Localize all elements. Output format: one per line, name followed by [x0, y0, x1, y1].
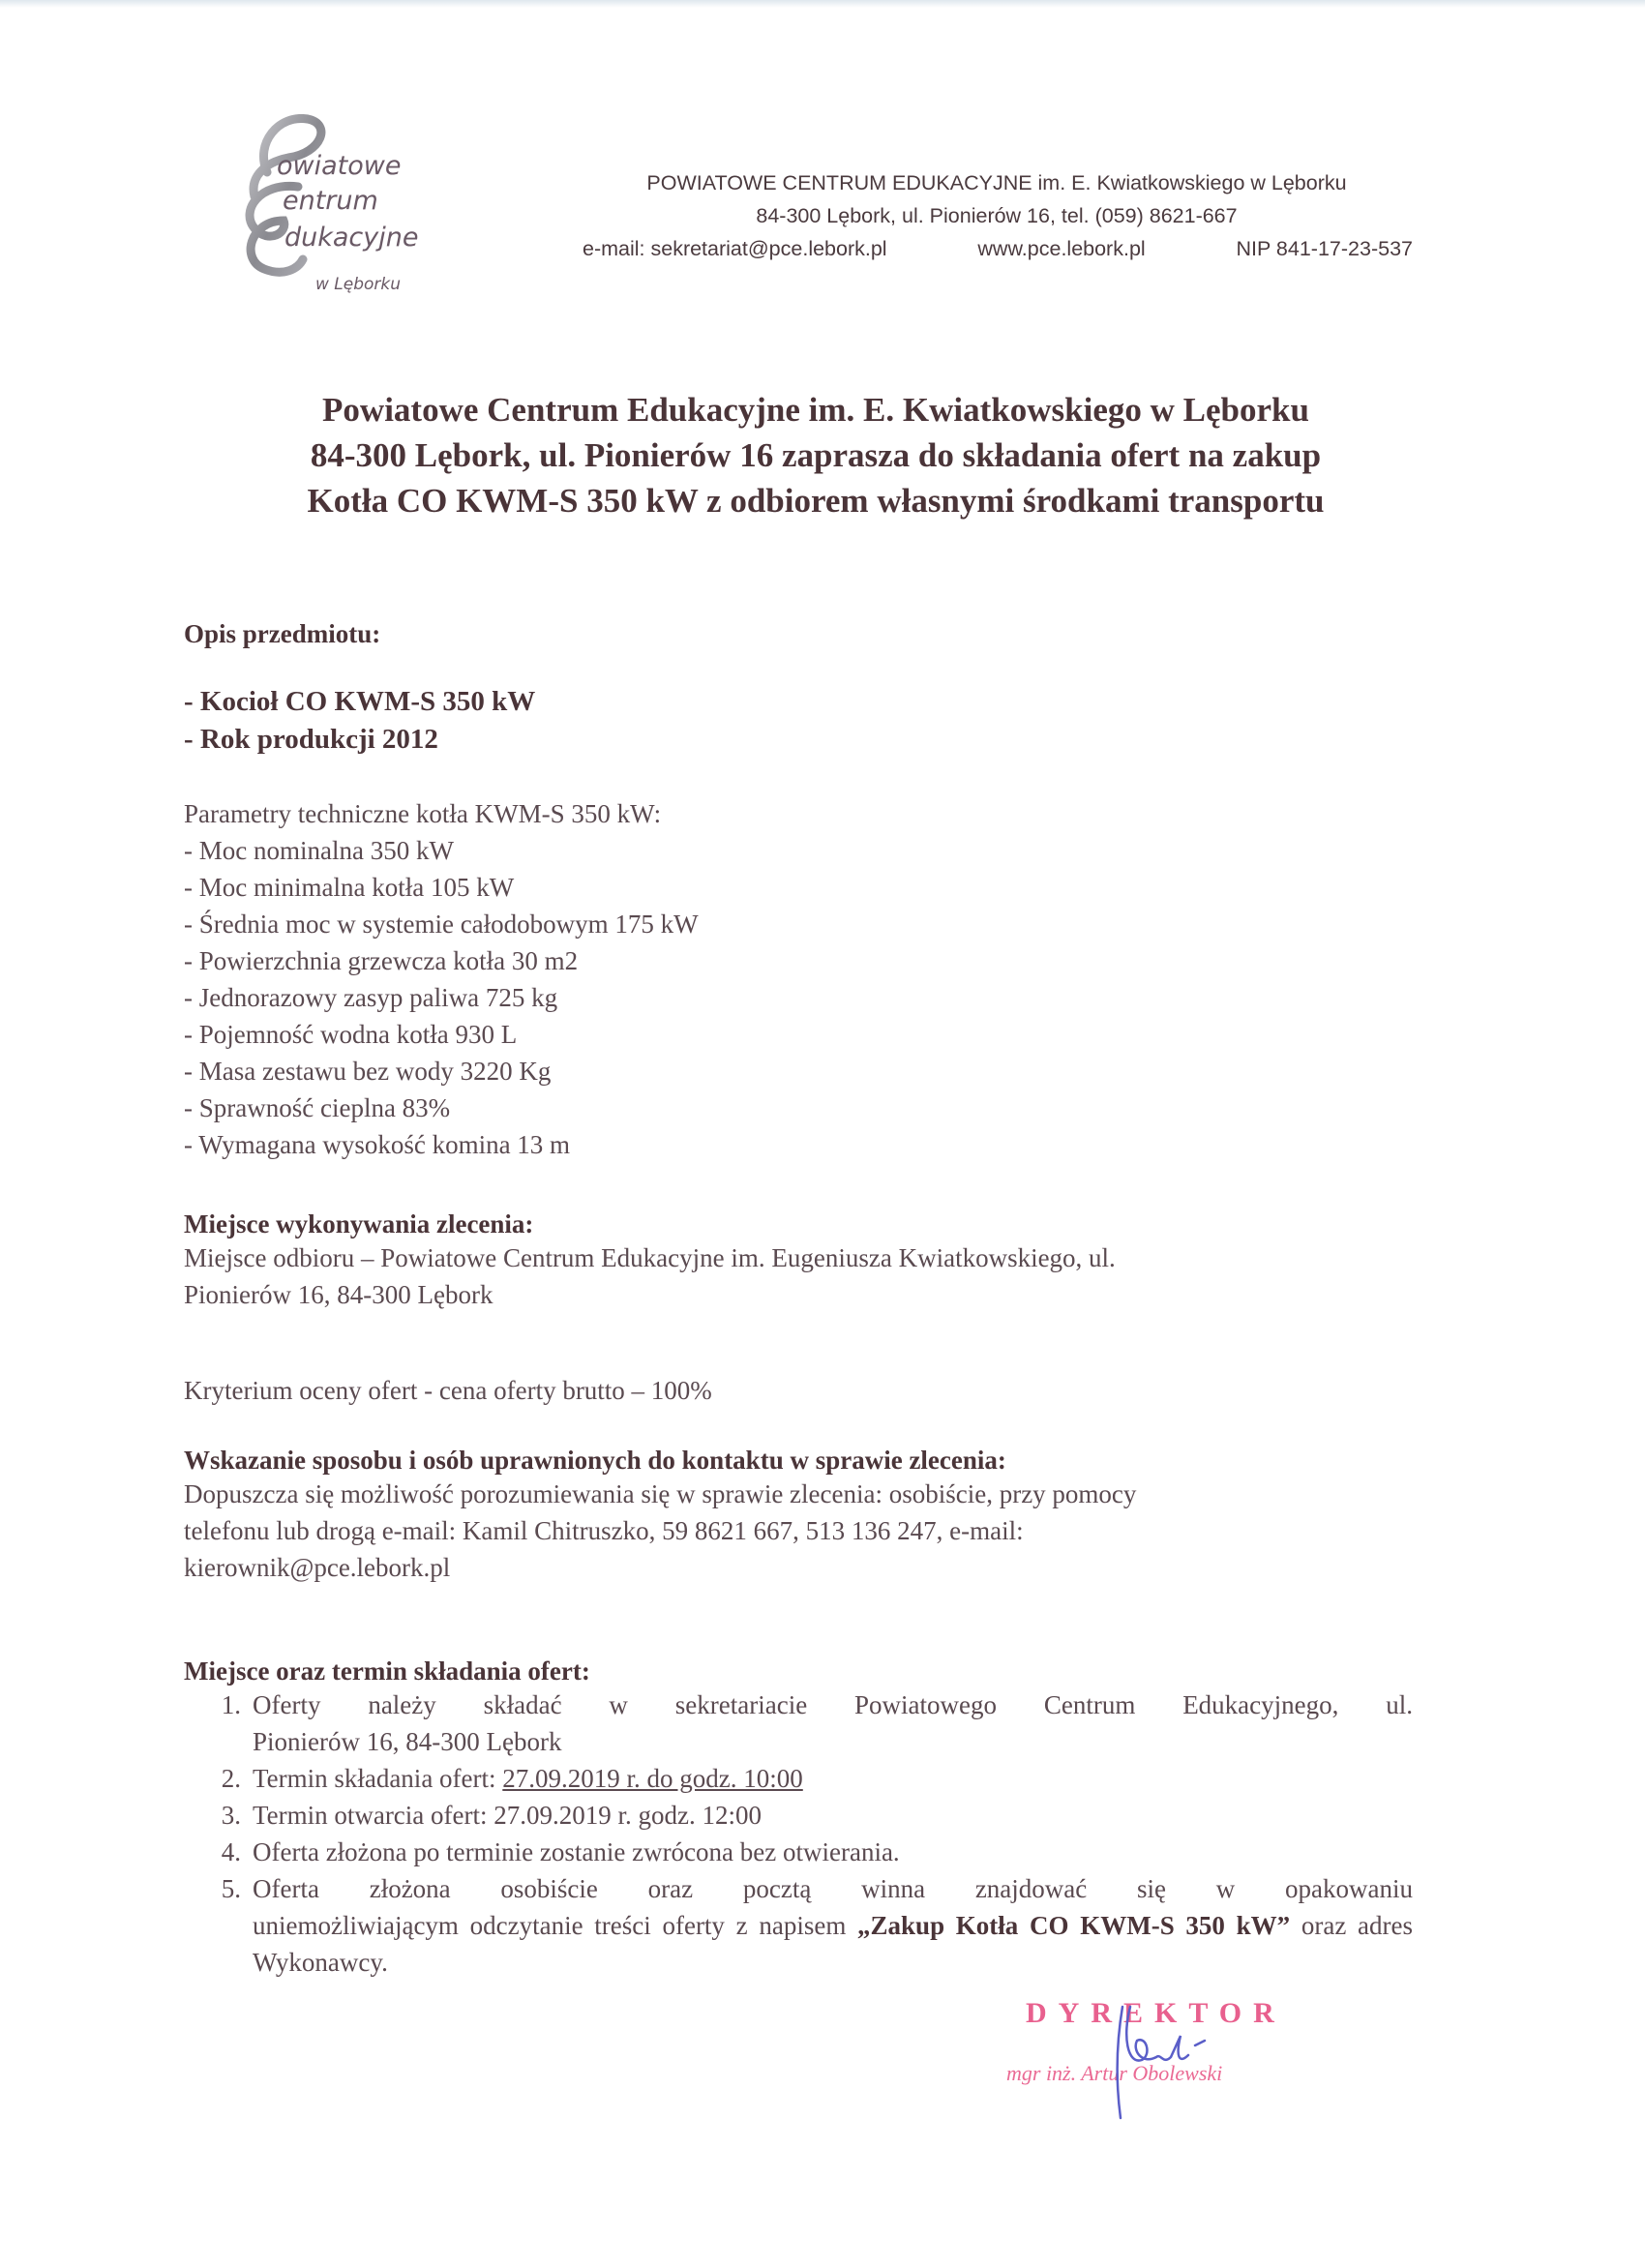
parameters-section	[184, 795, 699, 1163]
item-number: 2.	[221, 1764, 241, 1793]
parameter-item: - Masa zestawu bez wody 3220 Kg	[184, 1057, 552, 1086]
submission-heading: Miejsce oraz termin składania ofert:	[184, 1656, 590, 1686]
parameters-heading: Parametry techniczne kotła KWM-S 350 kW:	[184, 799, 662, 828]
item-number: 1.	[221, 1690, 241, 1719]
logo-text-town: w Lęborku	[315, 275, 402, 294]
document-title	[250, 387, 1382, 523]
item-text: Pionierów 16, 84-300 Lębork	[253, 1727, 562, 1756]
submission-item	[184, 1797, 1413, 1834]
item-text: Termin składania ofert:	[253, 1764, 503, 1793]
item-text: uniemożliwiającym odczytanie treści oferty z napisem	[253, 1911, 858, 1940]
item-text: Oferta złożona po terminie zostanie zwrócona bez otwierania.	[253, 1837, 900, 1866]
contact-line: telefonu lub drogą e-mail: Kamil Chitruszko, 59 8621 667, 513 136 247, e-mail:	[184, 1516, 1024, 1545]
logo-text-powiatowe: owiatowe	[277, 151, 402, 181]
item-number: 3.	[221, 1801, 241, 1830]
logo-text-centrum: entrum	[283, 186, 378, 216]
parameter-item: - Sprawność cieplna 83%	[184, 1093, 451, 1122]
letterhead-email: e-mail: sekretariat@pce.lebork.pl	[583, 237, 887, 260]
parameter-item: - Średnia moc w systemie całodobowym 175 kW	[184, 910, 699, 939]
item-text: oraz adres Wykonawcy.	[253, 1911, 1414, 1977]
title-line: 84-300 Lębork, ul. Pionierów 16 zaprasza do składania ofert na zakup	[310, 436, 1322, 474]
letterhead-website: www.pce.lebork.pl	[977, 237, 1146, 260]
item-number: 4.	[221, 1837, 241, 1866]
submission-item	[184, 1870, 1413, 1981]
location-section	[184, 1209, 1413, 1313]
parameter-item: - Moc nominalna 350 kW	[184, 836, 454, 865]
subject-item: - Rok produkcji 2012	[184, 724, 438, 755]
location-line: Miejsce odbioru – Powiatowe Centrum Edukacyjne im. Eugeniusza Kwiatkowskiego, ul.	[184, 1243, 1116, 1272]
submission-item	[184, 1686, 1413, 1760]
subject-heading: Opis przedmiotu:	[184, 619, 381, 648]
item-text: Oferta złożona osobiście oraz pocztą winna znajdować się w opakowaniu	[253, 1874, 1413, 1903]
deadline-date: 27.09.2019 r. do godz. 10:00	[502, 1764, 803, 1793]
parameter-item: - Jednorazowy zasyp paliwa 725 kg	[184, 983, 558, 1012]
stamp-name: mgr inż. Artur Obolewski	[1006, 2061, 1223, 2085]
logo-text-edukacyjne: dukacyjne	[284, 223, 419, 253]
subject-list	[184, 683, 535, 759]
institution-logo	[230, 114, 453, 308]
location-heading: Miejsce wykonywania zlecenia:	[184, 1209, 534, 1238]
submission-list	[184, 1686, 1413, 1981]
contact-email: kierownik@pce.lebork.pl	[184, 1553, 451, 1582]
parameter-item: - Powierzchnia grzewcza kotła 30 m2	[184, 946, 579, 975]
item-number: 5.	[221, 1874, 241, 1903]
parameter-item: - Wymagana wysokość komina 13 m	[184, 1130, 571, 1159]
director-stamp	[1006, 1997, 1297, 2113]
subject-item: - Kocioł CO KWM-S 350 kW	[184, 686, 536, 717]
location-line: Pionierów 16, 84-300 Lębork	[184, 1280, 494, 1309]
signature-icon	[1074, 1987, 1229, 2123]
title-line: Powiatowe Centrum Edukacyjne im. E. Kwiatkowskiego w Lęborku	[322, 391, 1309, 429]
letterhead-contacts	[581, 232, 1413, 265]
title-line: Kotła CO KWM-S 350 kW z odbiorem własnymi środkami transportu	[307, 482, 1325, 520]
submission-item	[184, 1834, 1413, 1870]
letterhead-nip: NIP 841-17-23-537	[1236, 237, 1413, 260]
letterhead	[581, 166, 1413, 265]
parameter-item: - Moc minimalna kotła 105 kW	[184, 873, 515, 902]
item-text: Oferty należy składać w sekretariacie Powiatowego Centrum Edukacyjnego, ul.	[253, 1690, 1413, 1719]
parameter-item: - Pojemność wodna kotła 930 L	[184, 1020, 518, 1049]
submission-section	[184, 1656, 1413, 1981]
letterhead-institution: POWIATOWE CENTRUM EDUKACYJNE im. E. Kwiatkowskiego w Lęborku	[646, 171, 1347, 194]
contact-line: Dopuszcza się możliwość porozumiewania się w sprawie zlecenia: osobiście, przy pomocy	[184, 1479, 1137, 1508]
scan-edge	[0, 0, 1645, 8]
item-text: Termin otwarcia ofert: 27.09.2019 r. godz. 12:00	[253, 1801, 762, 1830]
evaluation-criterion: Kryterium oceny ofert - cena oferty brutto – 100%	[184, 1376, 712, 1405]
contact-section	[184, 1446, 1413, 1586]
stamp-title: DYREKTOR	[1026, 1997, 1286, 2029]
letterhead-address: 84-300 Lębork, ul. Pionierów 16, tel. (059) 8621-667	[756, 204, 1238, 227]
contact-heading: Wskazanie sposobu i osób uprawnionych do kontaktu w sprawie zlecenia:	[184, 1446, 1006, 1475]
package-label: „Zakup Kotła CO KWM-S 350 kW”	[857, 1911, 1291, 1940]
submission-item	[184, 1760, 1413, 1797]
